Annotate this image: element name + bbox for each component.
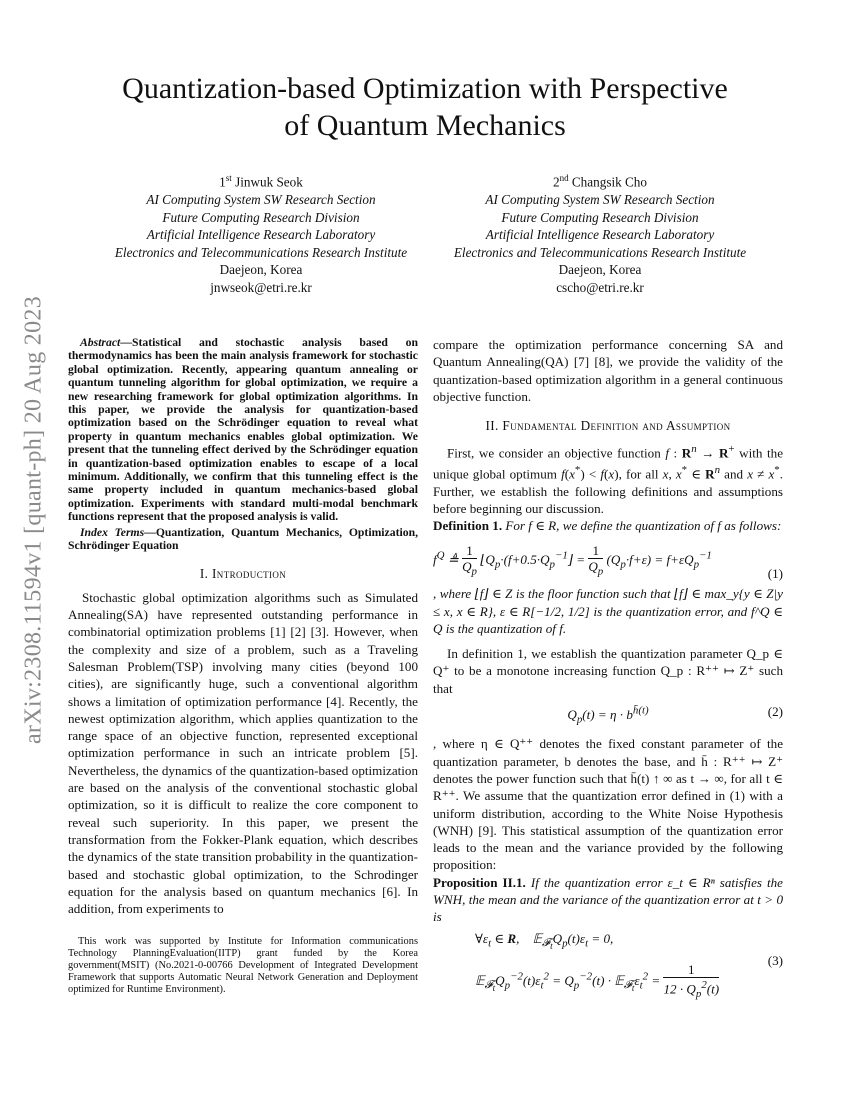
author-affiliation: Electronics and Telecommunications Research Institute bbox=[453, 244, 747, 260]
author-affiliation: Future Computing Research Division bbox=[162, 209, 360, 225]
author-affiliation: AI Computing System SW Research Section bbox=[146, 191, 376, 207]
author-email[interactable]: cscho@etri.re.kr bbox=[556, 279, 644, 295]
equation-number: (1) bbox=[767, 565, 783, 581]
funding-footnote: This work was supported by Institute for Information communications Technology PlanningEvaluation(IITP) grant funded by the Korea government(MSIT) (No.2021-0-00766 Development of Integrated Development Framework that supports Automatic Neural Network Generation and Deployment optimized for Runtime Environment). bbox=[68, 936, 418, 995]
intro-continuation: compare the optimization performance concerning SA and Quantum Annealing(QA) [7] [8], we provide the validity of the quantization-based optimization algorithm in a general continuous objective function. bbox=[433, 337, 783, 404]
equation-1: $f^Q$ ≜ $\frac{1}{Q_p}$ $⌊Q_p\cdot(f+0.5\cdot Q_p^{-1}⌋$ = $\frac{1}{Q_p}$ $(Q_p\cdot f+\varepsilon) = f+\varepsilon Q_p^{-1}$ (1) bbox=[433, 542, 783, 581]
equation-number: (3) bbox=[767, 952, 783, 968]
paper-title bbox=[60, 70, 790, 144]
author-affiliation: Artificial Intelligence Research Laboratory bbox=[485, 227, 715, 243]
title-line-2: of Quantum Mechanics bbox=[284, 109, 566, 142]
intro-paragraph: Stochastic global optimization algorithms such as Simulated Annealing(SA) have represented outstanding performance in combinatorial optimization problems [1] [2] [3]. However, when the complexity and size of a problem, such as a Traveling Salesman Problem(TSP) involving many cities (beyond 100 cities), are significantly huge, such a conventional algorithm shows a limitation of optimization performance [4]. Recently, the newest optimization algorithm, which applies quantization to the range space of an objective function, represented exceptional optimization performance in such an intricate problem [5]. Nevertheless, the dynamics of the quantization-based optimization are based on the analysis of the conventional stochastic global optimization, so it is difficult to realize the core component to reveal such superiority. In this paper, we present the transformation from the Fokker-Plank equation, which describes the dynamics of the state transition probability in the quantization-based and stochastic global optimization, to the Schrodinger equation for the analysis based on quantum mechanics [6]. In addition, from experiments to bbox=[68, 589, 418, 917]
quantization-parameter-paragraph: In definition 1, we establish the quantization parameter Q_p ∈ Q⁺ to be a monotone increasing function Q_p : R⁺⁺ ↦ Z⁺ such that bbox=[433, 646, 783, 696]
equation-3-line-1: $\forall\varepsilon_t$ ∈ R, $𝔼_{𝓕_t}Q_p(t)\varepsilon_t = 0$, bbox=[475, 930, 614, 952]
author-affiliation: Electronics and Telecommunications Research Institute bbox=[114, 244, 408, 260]
proposition-ii-1: Proposition II.1. If the quantization error ε_t ∈ Rⁿ satisfies the WNH, the mean and the variance of the quantization error at t > 0 is bbox=[433, 874, 783, 925]
section-heading-introduction: I. Introduction bbox=[199, 565, 287, 581]
definition-1: Definition 1. For f ∈ R, we define the quantization of f as follows: bbox=[433, 518, 782, 534]
index-terms: Index Terms—Quantization, Quantum Mechanics, Optimization, Schrödinger Equation bbox=[68, 525, 418, 553]
section-heading-fundamental: II. Fundamental Definition and Assumption bbox=[485, 418, 731, 434]
author-affiliation: Artificial Intelligence Research Laboratory bbox=[146, 227, 376, 243]
equation-2: $Q_p(t) = \eta \cdot b^{h̄(t)}$ (2) bbox=[567, 704, 783, 727]
equation-3-line-2: $𝔼_{𝓕_t}Q_p^{-2}(t)\varepsilon_t^2 = Q_p^{-2}(t)$ · $𝔼_{𝓕_t}\varepsilon_t^2$ = $\frac{1}{12 \cdot Q_p^2(t)}$ (3) bbox=[475, 952, 783, 1000]
abstract: Abstract—Statistical and stochastic analysis based on thermodynamics has been the main analysis framework for stochastic global optimization. Recently, appearing quantum annealing or quantum tunneling algorithm for global optimization, we require a new researching framework for global optimization algorithms. In this paper, we provide the analysis for quantization-based optimization based on the Schrödinger equation to reveal what property in quantum mechanics enables global optimization. We present that the tunneling effect derived by the Schrödinger equation in quantization-based optimization enables to escape of a local minimum. Additionally, we confirm that this tunneling effect is the same property included in quantum mechanics-based global optimization. Experiments with standard multi-modal benchmark functions represent that the proposed analysis is valid. bbox=[68, 336, 418, 524]
author-affiliation: Future Computing Research Division bbox=[501, 209, 699, 225]
equation-number: (2) bbox=[767, 704, 783, 720]
arxiv-side-identifier: arXiv:2308.11594v1 [quant-ph] 20 Aug 2023 bbox=[20, 295, 47, 745]
author-block-2 bbox=[430, 170, 770, 297]
author-name: 1st Jinwuk Seok bbox=[219, 173, 303, 190]
author-block-1 bbox=[96, 170, 426, 297]
wnh-paragraph: , where η ∈ Q⁺⁺ denotes the fixed constant parameter of the quantization parameter, b denotes the base, and h̄ : R⁺⁺ ↦ Z⁺ denotes the power function such that h̄(t) ↑ ∞ as t → ∞, for all t ∈ R⁺⁺. We assume that the quantization error defined in (1) with a uniform distribution, according to the White Noise Hypothesis (WNH) [9]. This statistical assumption of the quantization error leads to the mean and the variance provided by the following proposition: bbox=[433, 736, 783, 873]
author-city: Daejeon, Korea bbox=[219, 262, 303, 278]
left-column bbox=[68, 336, 418, 917]
section2-paragraph: First, we consider an objective function f : $R^n \to R^+$ with the unique global optimum f(x*) < f(x), for all x, x* ∈ $R^n$ and x ≠ x*. Further, we establish the following definitions and assumptions before beginning our discussion. bbox=[433, 443, 784, 517]
right-column bbox=[433, 336, 783, 1008]
author-city: Daejeon, Korea bbox=[558, 262, 642, 278]
author-name: 2nd Changsik Cho bbox=[553, 173, 647, 190]
title-line-1: Quantization-based Optimization with Perspective bbox=[122, 72, 728, 105]
definition-1-where: , where ⌊f⌋ ∈ Z is the floor function such that ⌊f⌋ ∈ max_y{y ∈ Z|y ≤ x, x ∈ R}, ε ∈ R[−1/2, 1/2] is the quantization error, and f^Q ∈ Q is the quantization of f. bbox=[433, 586, 783, 636]
author-email[interactable]: jnwseok@etri.re.kr bbox=[210, 279, 312, 295]
author-affiliation: AI Computing System SW Research Section bbox=[485, 191, 715, 207]
